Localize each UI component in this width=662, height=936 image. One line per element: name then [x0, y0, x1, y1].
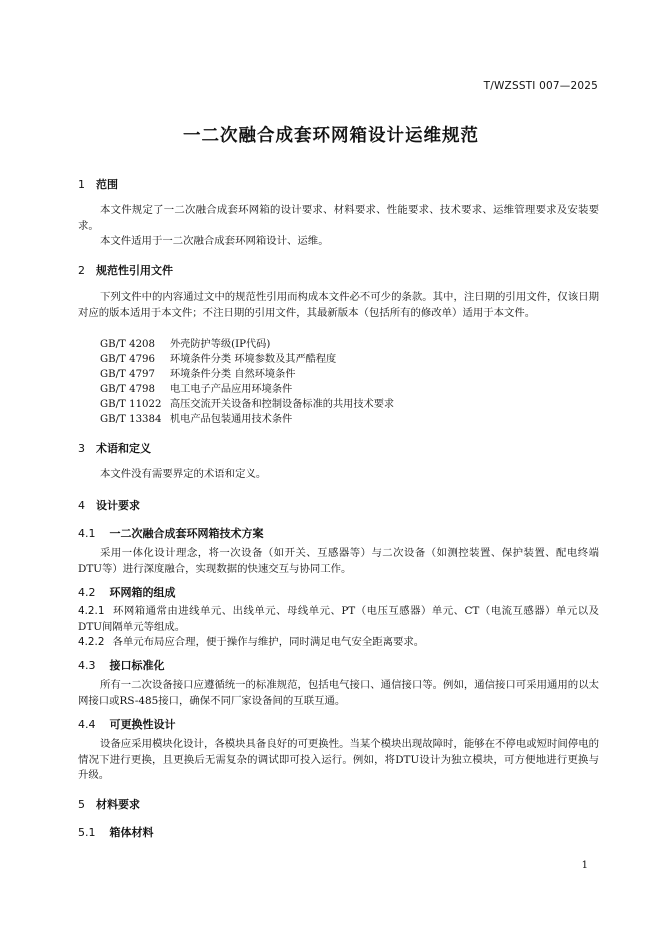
reference-code: GB/T 4798 [100, 384, 156, 395]
subsection-heading-4-1 [78, 525, 264, 541]
paragraph: 本文件规定了一二次融合成套环网箱的设计要求、材料要求、性能要求、技术要求、运维管理要求及安装要求。 [78, 204, 599, 232]
subsection-title: 环网箱的组成 [109, 586, 176, 599]
clause-number: 4.2.2 [78, 636, 105, 648]
page-number: 1 [581, 860, 588, 871]
section-title: 设计要求 [96, 499, 140, 512]
reference-title: 环境条件分类 环境参数及其严酷程度 [170, 354, 337, 365]
section-heading-4 [78, 497, 140, 513]
reference-item [100, 382, 292, 398]
reference-title: 高压交流开关设备和控制设备标准的共用技术要求 [170, 399, 395, 410]
paragraph: 本文件没有需要界定的术语和定义。 [100, 468, 267, 480]
section-title: 材料要求 [96, 798, 140, 811]
section-title: 范围 [96, 178, 118, 191]
clause-text: 各单元布局应合理，便于操作与维护，同时满足电气安全距离要求。 [112, 636, 425, 648]
subsection-number: 4.4 [78, 718, 96, 731]
clause-text: 环网箱通常由进线单元、出线单元、母线单元、PT（电压互感器）单元、CT（电流互感器）单元以及DTU间隔单元等组成。 [78, 605, 599, 633]
paragraph: 设备应采用模块化设计，各模块具备良好的可更换性。当某个模块出现故障时，能够在不停电或短时间停电的情况下进行更换，且更换后无需复杂的调试即可投入运行。例如，将DTU设计为独立模块，可方便地进行更换与升级。 [78, 738, 599, 782]
section-number: 5 [78, 798, 85, 811]
subsection-title: 可更换性设计 [109, 718, 176, 731]
section-number: 3 [78, 442, 85, 455]
reference-code: GB/T 11022 [100, 399, 162, 410]
reference-item [100, 367, 296, 383]
paragraph: 下列文件中的内容通过文中的规范性引用而构成本文件必不可少的条款。其中，注日期的引用文件，仅该日期对应的版本适用于本文件；不注日期的引用文件，其最新版本（包括所有的修改单）适用于本文件。 [78, 291, 599, 319]
section-number: 4 [78, 499, 85, 512]
paragraph: 本文件适用于一二次融合成套环网箱设计、运维。 [100, 235, 329, 247]
page-title: 一二次融合成套环网箱设计运维规范 [183, 126, 479, 146]
reference-item [100, 352, 336, 368]
reference-code: GB/T 4208 [100, 339, 156, 350]
document-number: T/WZSSTI 007—2025 [483, 80, 598, 92]
subsection-number: 4.2 [78, 586, 96, 599]
subsection-number: 4.1 [78, 527, 96, 540]
section-heading-1 [78, 176, 118, 192]
clause-4-2-2 [78, 635, 599, 651]
subsection-title: 接口标准化 [109, 659, 165, 672]
reference-item [100, 337, 270, 353]
clause-4-2-1 [78, 604, 599, 635]
section-heading-2 [78, 262, 173, 278]
subsection-heading-4-4 [78, 716, 176, 732]
reference-title: 机电产品包装通用技术条件 [170, 414, 293, 425]
reference-code: GB/T 13384 [100, 414, 162, 425]
subsection-number: 4.3 [78, 659, 96, 672]
section-title: 术语和定义 [96, 442, 151, 455]
paragraph: 采用一体化设计理念，将一次设备（如开关、互感器等）与二次设备（如测控装置、保护装置、配电终端DTU等）进行深度融合，实现数据的快速交互与协同工作。 [78, 547, 599, 575]
reference-item [100, 397, 394, 413]
subsection-title: 箱体材料 [109, 826, 154, 839]
reference-title: 环境条件分类 自然环境条件 [170, 369, 296, 380]
section-number: 1 [78, 178, 85, 191]
section-title: 规范性引用文件 [96, 264, 173, 277]
subsection-title: 一二次融合成套环网箱技术方案 [109, 527, 264, 540]
section-heading-5 [78, 796, 140, 812]
reference-code: GB/T 4797 [100, 369, 156, 380]
reference-title: 外壳防护等级(IP代码) [170, 339, 271, 350]
section-number: 2 [78, 264, 85, 277]
subsection-heading-4-2 [78, 584, 176, 600]
clause-number: 4.2.1 [78, 605, 105, 617]
paragraph: 所有一二次设备接口应遵循统一的标准规范，包括电气接口、通信接口等。例如，通信接口可采用通用的以太网接口或RS-485接口，确保不同厂家设备间的互联互通。 [78, 679, 599, 707]
reference-code: GB/T 4796 [100, 354, 156, 365]
reference-title: 电工电子产品应用环境条件 [170, 384, 293, 395]
subsection-heading-4-3 [78, 657, 165, 673]
section-heading-3 [78, 440, 151, 456]
subsection-heading-5-1 [78, 824, 154, 840]
subsection-number: 5.1 [78, 826, 96, 839]
reference-item [100, 412, 292, 428]
